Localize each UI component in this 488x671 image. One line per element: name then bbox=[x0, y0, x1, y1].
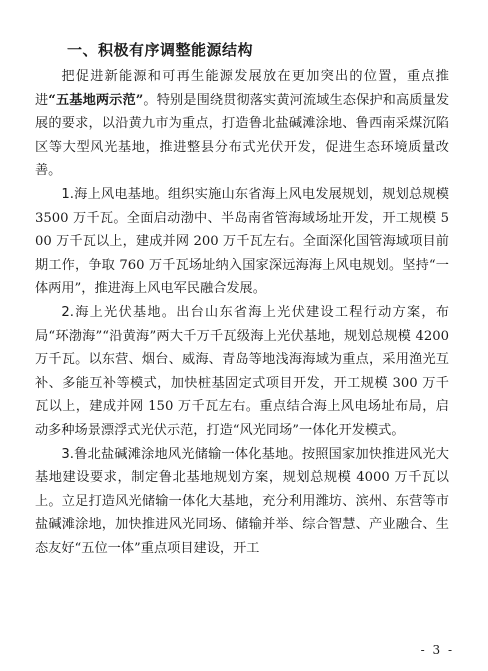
paragraph-offshore-wind-text: 组织实施山东省海上风电发展规划，规划总规模 3500 万千瓦。全面启动渤中、半岛南省管海域场址开发，开工规模 500 万千瓦以上，建成并网 200 万千瓦左右。全面深化国管海域项目前期工作，争取 760 万千瓦场址纳入国家深远海海上风电规划。坚持“一体两用”，推进海上风电军民融合发展。 bbox=[35, 186, 449, 297]
paragraph-offshore-solar bbox=[35, 301, 449, 443]
paragraph-lubei-base-text: 按照国家加快推进风光大基地建设要求，制定鲁北基地规划方案，规划总规模 4000 万千瓦以上。立足打造风光储输一体化大基地，充分利用潍坊、滨州、东营等市盐碱滩涂地，加快推进风光同场、储输并举、综合智慧、产业融合、生态友好“五位一体”重点项目建设，开工 bbox=[35, 446, 449, 556]
paragraph-offshore-wind-lead: 1.海上风电基地。 bbox=[61, 186, 168, 202]
page-number: - 3 - bbox=[420, 643, 454, 657]
section-heading: 一、积极有序调整能源结构 bbox=[67, 41, 254, 59]
paragraph-offshore-solar-lead: 2.海上光伏基地。 bbox=[61, 304, 177, 320]
paragraph-intro-text-2: 。特别是围绕贯彻落实黄河流域生态保护和高质量发展的要求，以沿黄九市为重点，打造鲁北盐碱滩涂地、鲁西南采煤沉陷区等大型风光基地，推进整县分布式光伏开发，促进生态环境质量改善。 bbox=[35, 92, 450, 179]
paragraph-offshore-wind bbox=[35, 183, 449, 301]
document-body bbox=[35, 65, 449, 560]
paragraph-intro-emphasis: “五基地两示范” bbox=[48, 92, 144, 108]
paragraph-offshore-solar-text: 出台山东省海上光伏建设工程行动方案，布局“环渤海”“沿黄海”两大千万千瓦级海上光伏基地，规划总规模 4200 万千瓦。以东营、烟台、威海、青岛等地浅海海域为重点，采用渔光互补、多能互补等模式，加快桩基固定式项目开发，开工规模 300 万千瓦以上，建成并网 150 万千瓦左右。重点结合海上风电场址布局，启动多种场景漂浮式光伏示范，打造“风光同场”一体化开发模式。 bbox=[35, 304, 449, 438]
paragraph-lubei-base bbox=[35, 443, 449, 561]
paragraph-intro-text-1: 把促进新能源和可再生能源发展放在更加突出的位置，重点推进 bbox=[35, 69, 449, 108]
paragraph-lubei-base-lead: 3.鲁北盐碱滩涂地风光储输一体化基地。 bbox=[61, 446, 302, 462]
paragraph-intro bbox=[35, 65, 449, 183]
